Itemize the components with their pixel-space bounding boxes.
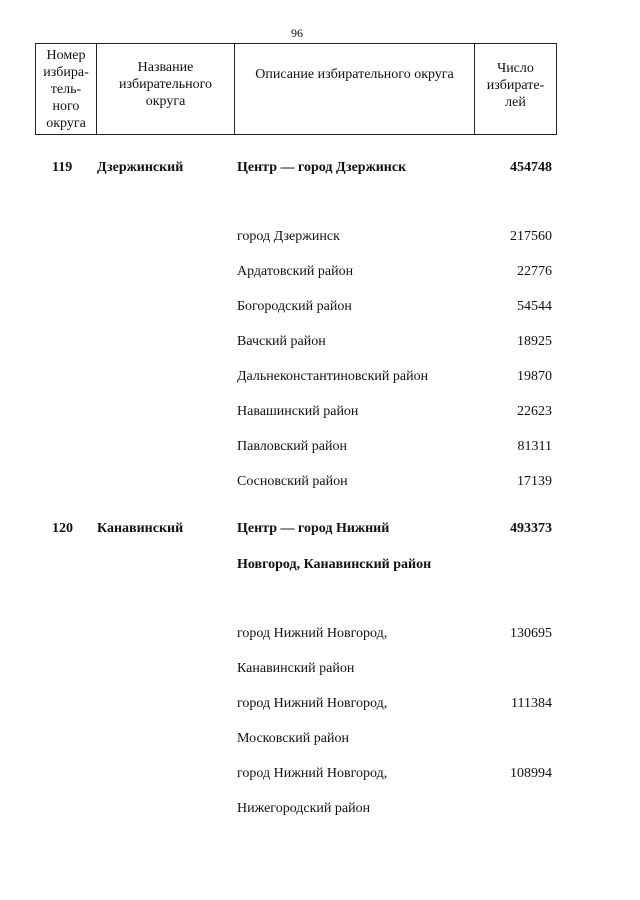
unit-name: Богородский район — [237, 299, 352, 314]
header-line: округа — [145, 94, 186, 109]
unit-name: Ардатовский район — [237, 264, 354, 279]
table-header — [35, 43, 557, 135]
header-line: округа — [46, 116, 86, 131]
unit-name: Навашинский район — [237, 404, 359, 419]
unit-count: 111384 — [511, 696, 552, 711]
unit-name: Сосновский район — [237, 474, 348, 489]
district-total: 493373 — [510, 521, 552, 536]
unit-count: 19870 — [517, 369, 552, 384]
header-line: тель- — [50, 82, 82, 97]
district-total: 454748 — [510, 160, 552, 175]
unit-name: город Нижний Новгород, — [237, 766, 388, 781]
district-center: Центр — город Дзержинск — [237, 160, 407, 175]
header-line: лей — [505, 95, 526, 110]
header-voter-count — [475, 44, 556, 134]
header-line: избирательного — [118, 77, 213, 92]
unit-name: город Дзержинск — [237, 229, 340, 244]
unit-count: 130695 — [510, 626, 552, 641]
unit-name: Нижегородский район — [237, 801, 371, 816]
unit-count: 54544 — [517, 299, 552, 314]
header-line: Описание избирательного округа — [255, 67, 454, 82]
unit-count: 18925 — [517, 334, 552, 349]
header-line: Число — [497, 61, 534, 76]
district-center: Центр — город Нижний — [237, 521, 390, 536]
header-line: Номер — [46, 48, 86, 63]
header-district-description — [235, 44, 475, 134]
unit-count: 17139 — [517, 474, 552, 489]
district-number: 119 — [52, 160, 73, 175]
district-name: Канавинский — [97, 521, 184, 536]
unit-count: 22623 — [517, 404, 552, 419]
header-line: Название — [137, 60, 194, 75]
district-center: Новгород, Канавинский район — [237, 557, 432, 572]
header-district-name — [97, 44, 235, 134]
unit-name: город Нижний Новгород, — [237, 696, 388, 711]
district-number: 120 — [52, 521, 73, 536]
unit-name: Канавинский район — [237, 661, 355, 676]
unit-name: Дальнеконстантиновский район — [237, 369, 429, 384]
unit-name: город Нижний Новгород, — [237, 626, 388, 641]
header-line: ного — [52, 99, 80, 114]
header-line: избирате- — [486, 78, 545, 93]
header-line: избира- — [43, 65, 89, 80]
unit-name: Московский район — [237, 731, 349, 746]
page-number: 96 — [291, 26, 303, 40]
unit-name: Вачский район — [237, 334, 326, 349]
unit-count: 217560 — [510, 229, 552, 244]
district-name: Дзержинский — [97, 160, 184, 175]
header-district-number — [36, 44, 97, 134]
unit-name: Павловский район — [237, 439, 347, 454]
unit-count: 81311 — [517, 439, 552, 454]
unit-count: 108994 — [510, 766, 552, 781]
unit-count: 22776 — [517, 264, 552, 279]
